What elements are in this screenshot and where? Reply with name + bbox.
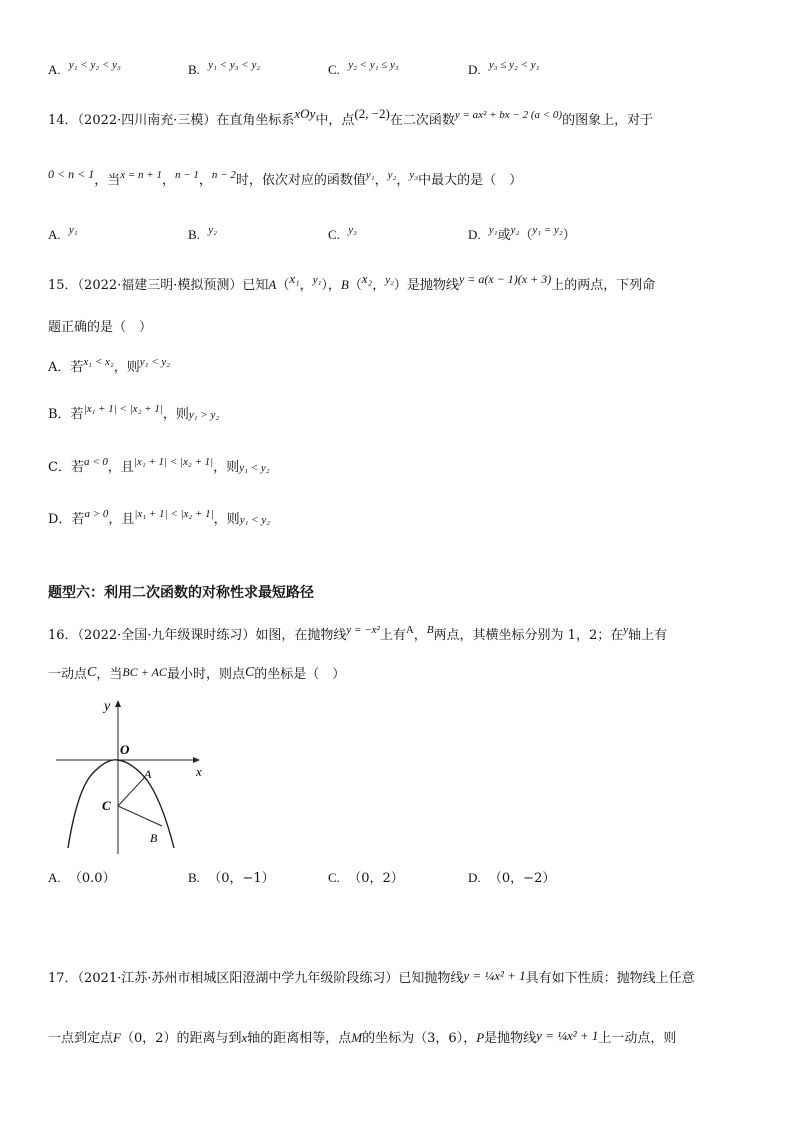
q13-option-b[interactable]: B. $^{y_1 < y_3 < y_2}$ xyxy=(188,59,261,77)
q16-line-1: 16．（2022·全国·九年级课时练习）如图，在抛物线$^{y = -x^2}$上有$^A$，$^B$两点，其横坐标分别为 1，2；在$^y$轴上有 xyxy=(48,624,668,643)
q15-line-1: 15．（2022·福建三明·模拟预测）已知A（x₁，$^{y_1}$），B（x₂，$^{y_2}$）是抛物线y = a(x − 1)(x + 3)上的两点，下列命 xyxy=(48,271,656,293)
q15-line-2: 题正确的是（ ） xyxy=(48,320,153,335)
q16-option-c[interactable]: C. （0，2） xyxy=(328,870,404,886)
q14-line-2: 0 < n < 1，当$^{x = n + 1}$，$^{n - 1}$，$^{n - 2}$时，依次对应的函数值$^{y_1}$，$^{y_2}$，$^{y_3}$中最大的是（ ） xyxy=(48,167,523,188)
q16-option-a[interactable]: A. （0.0） xyxy=(48,870,116,886)
q17-line-2: 一点到定点F（0，2）的距离与到x轴的距离相等，点M的坐标为（3，6），P是抛物线y = ¼x² + 1上一动点，则 xyxy=(48,1028,677,1046)
segment-ca xyxy=(118,778,144,806)
q13-option-c[interactable]: C. $^{y_2 < y_1 \le y_3}$ xyxy=(328,59,399,77)
fig-label-a: A xyxy=(144,767,152,781)
q16-option-b[interactable]: B. （0，−1） xyxy=(188,870,275,886)
fig-label-b: B xyxy=(150,831,158,845)
q15-option-c[interactable]: C．若$^{a < 0}$，且$^{|x_1 + 1| < |x_2 + 1|}$，则y₁ < y₂ xyxy=(48,456,270,475)
q16-option-d[interactable]: D. （0，−2） xyxy=(468,870,556,886)
fig-label-x: x xyxy=(196,764,202,779)
q15-option-a[interactable]: A．若$^{x_1 < x_2}$，则$^{y_1 < y_2}$ xyxy=(48,356,171,375)
q16-figure xyxy=(52,696,212,856)
q14-option-b[interactable]: B. $^{y_2}$ xyxy=(188,224,217,242)
section-heading: 题型六：利用二次函数的对称性求最短路径 xyxy=(48,585,314,601)
q17-line-1: 17．（2021·江苏·苏州市相城区阳澄湖中学九年级阶段练习）已知抛物线y = ¼x² + 1具有如下性质：抛物线上任意 xyxy=(48,968,695,986)
q14-line-1: 14．（2022·四川南充·三模）在直角坐标系xOy中，点(2, −2)在二次函数$^{y = ax^2 + bx - 2 (a < 0)}$的图象上，对于 xyxy=(48,106,654,128)
q13-option-a[interactable]: A. $^{y_1 < y_2 < y_3}$ xyxy=(48,59,121,77)
q16-line-2: 一动点C，当BC + AC最小时，则点C的坐标是（ ） xyxy=(48,665,346,682)
x-axis-arrow-icon xyxy=(193,757,200,763)
fig-label-c: C xyxy=(102,798,111,813)
segment-cb xyxy=(118,806,162,826)
q14-option-a[interactable]: A. $^{y_1}$ xyxy=(48,224,78,242)
fig-label-y: y xyxy=(104,699,111,714)
q15-option-d[interactable]: D．若$^{a > 0}$，且$^{|x_1 + 1| < |x_2 + 1|}$，则y₁ < y₂ xyxy=(48,508,271,527)
q14-option-d[interactable]: D. $^{y_1}$或$^{y_2}$（$^{y_1 = y_2}$） xyxy=(468,224,576,243)
q15-option-b[interactable]: B．若$^{|x_1 + 1| < |x_2 + 1|}$，则y₁ > y₂ xyxy=(48,403,220,422)
q13-option-d[interactable]: D. $^{y_3 \le y_2 < y_1}$ xyxy=(468,59,540,77)
q14-option-c[interactable]: C. $^{y_3}$ xyxy=(328,224,357,242)
fig-label-o: O xyxy=(120,742,130,757)
y-axis-arrow-icon xyxy=(115,700,121,707)
parabola-curve xyxy=(68,760,174,848)
